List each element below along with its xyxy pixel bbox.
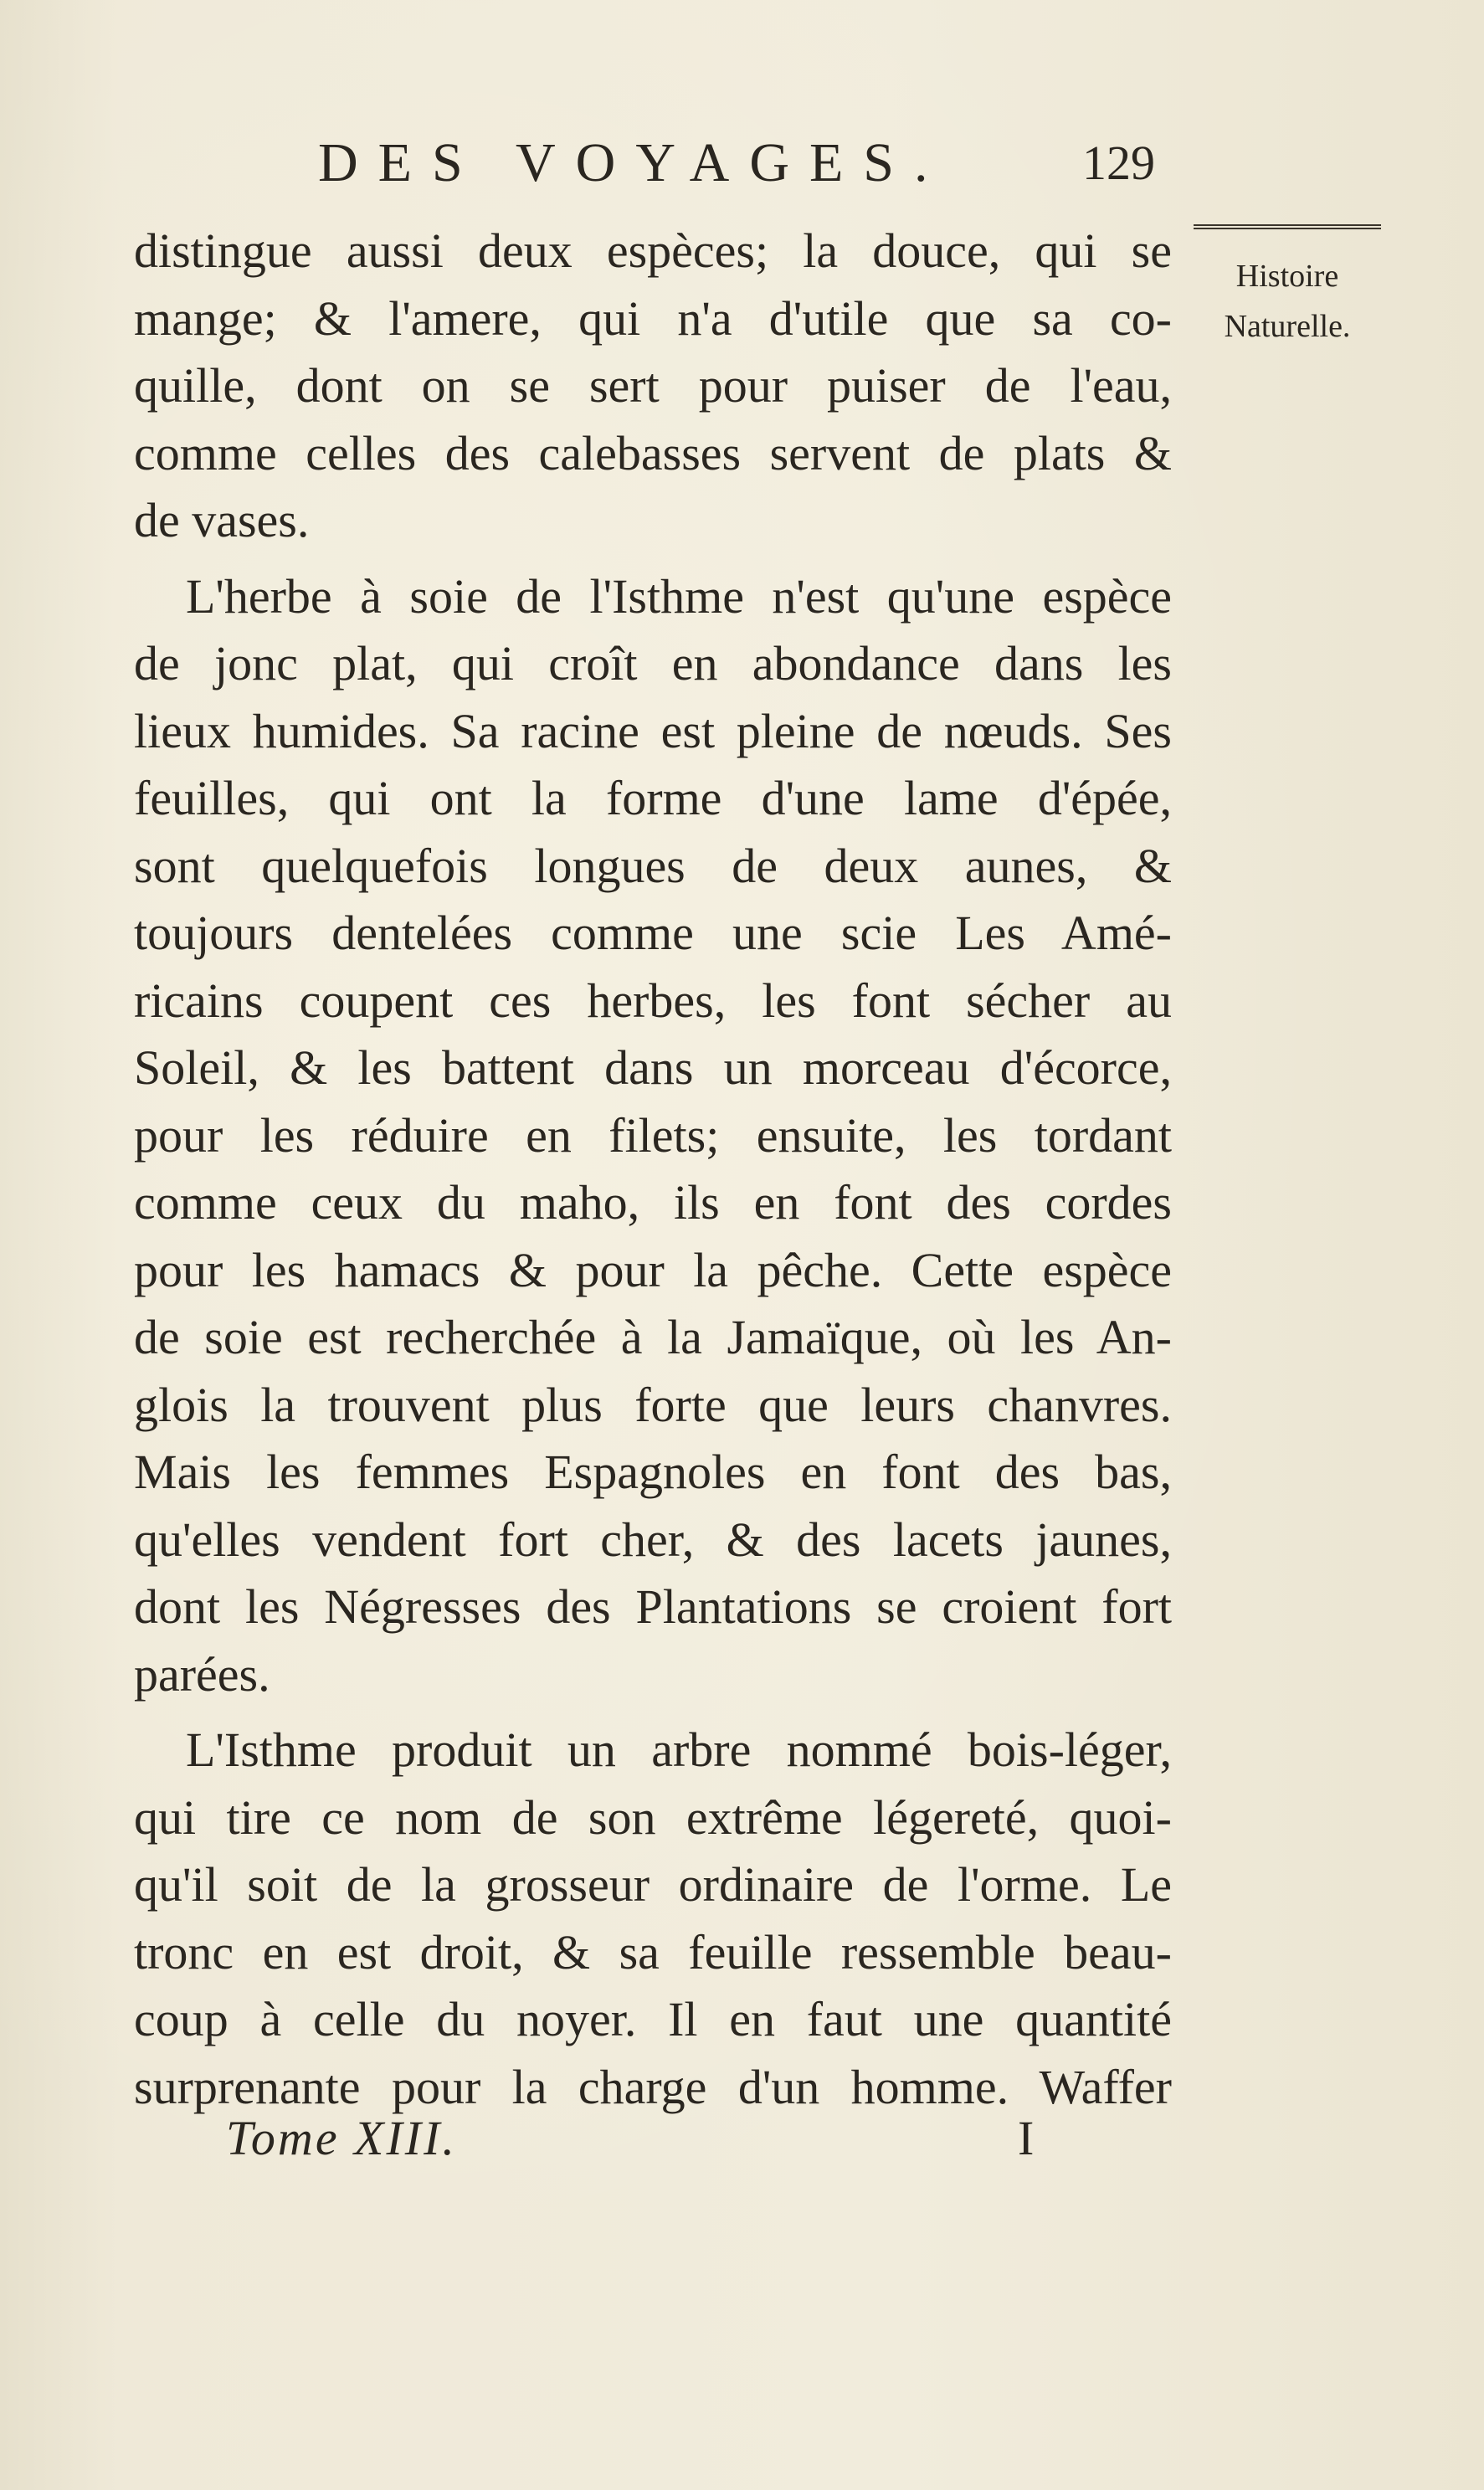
text-line: lieux humides. Sa racine est pleine de nœuds. Ses xyxy=(134,703,1172,758)
signature-mark: I xyxy=(1018,2111,1035,2165)
text-line: Soleil, & les battent dans un morceau d'écorce, xyxy=(134,1040,1172,1095)
paragraph-gap xyxy=(134,1708,1172,1717)
text-line: surprenante pour la charge d'un homme. Waffer xyxy=(134,2059,1172,2114)
text-line: L'Isthme produit un arbre nommé bois-léger, xyxy=(186,1722,1172,1777)
text-line: de soie est recherchée à la Jamaïque, où les An- xyxy=(134,1310,1172,1364)
text-line: glois la trouvent plus forte que leurs chanvres. xyxy=(134,1377,1172,1432)
page-header xyxy=(318,126,1155,201)
text-line: qu'elles vendent fort cher, & des lacets jaunes, xyxy=(134,1512,1172,1567)
text-line: pour les réduire en filets; ensuite, les tordant xyxy=(134,1107,1172,1163)
volume-label: Tome XIII. xyxy=(226,2111,457,2165)
text-line: comme ceux du maho, ils en font des cordes xyxy=(134,1175,1172,1230)
text-line: comme celles des calebasses servent de plats & xyxy=(134,425,1172,480)
text-line: L'herbe à soie de l'Isthme n'est qu'une espèce xyxy=(186,568,1172,624)
text-line: feuilles, qui ont la forme d'une lame d'épée, xyxy=(134,771,1172,825)
text-line: sont quelquefois longues de deux aunes, & xyxy=(134,838,1172,893)
page-number: 129 xyxy=(1082,136,1155,190)
paragraph-gap xyxy=(134,555,1172,563)
text-line: ricains coupent ces herbes, les font sécher au xyxy=(134,973,1172,1028)
margin-note-line: Naturelle. xyxy=(1224,309,1351,344)
body-text xyxy=(134,218,1172,2121)
text-line: qui tire ce nom de son extrême légereté, quoi- xyxy=(134,1789,1172,1845)
text-line: quille, dont on se sert pour puiser de l'eau, xyxy=(134,358,1172,413)
text-line: de jonc plat, qui croît en abondance dans les xyxy=(134,636,1172,691)
text-line: Mais les femmes Espagnoles en font des bas, xyxy=(134,1445,1172,1499)
text-line: distingue aussi deux espèces; la douce, qui se xyxy=(134,223,1172,278)
text-line: de vases. xyxy=(134,493,310,547)
running-head: DES VOYAGES. xyxy=(318,132,948,193)
text-line: parées. xyxy=(134,1646,270,1702)
margin-rule xyxy=(1194,224,1381,239)
margin-note-line: Histoire xyxy=(1235,259,1339,294)
text-line: dont les Négresses des Plantations se croient fort xyxy=(134,1579,1172,1634)
text-line: mange; & l'amere, qui n'a d'utile que sa co- xyxy=(134,290,1172,346)
margin-note xyxy=(1187,224,1388,352)
text-line: qu'il soit de la grosseur ordinaire de l'orme. Le xyxy=(134,1857,1172,1912)
text-line: toujours dentelées comme une scie Les Amé- xyxy=(134,906,1172,960)
text-line: pour les hamacs & pour la pêche. Cette espèce xyxy=(134,1242,1172,1297)
page-footer xyxy=(226,2105,1063,2172)
text-line: coup à celle du noyer. Il en faut une quantité xyxy=(134,1992,1172,2046)
text-line: tronc en est droit, & sa feuille ressemble beau- xyxy=(134,1924,1172,1979)
